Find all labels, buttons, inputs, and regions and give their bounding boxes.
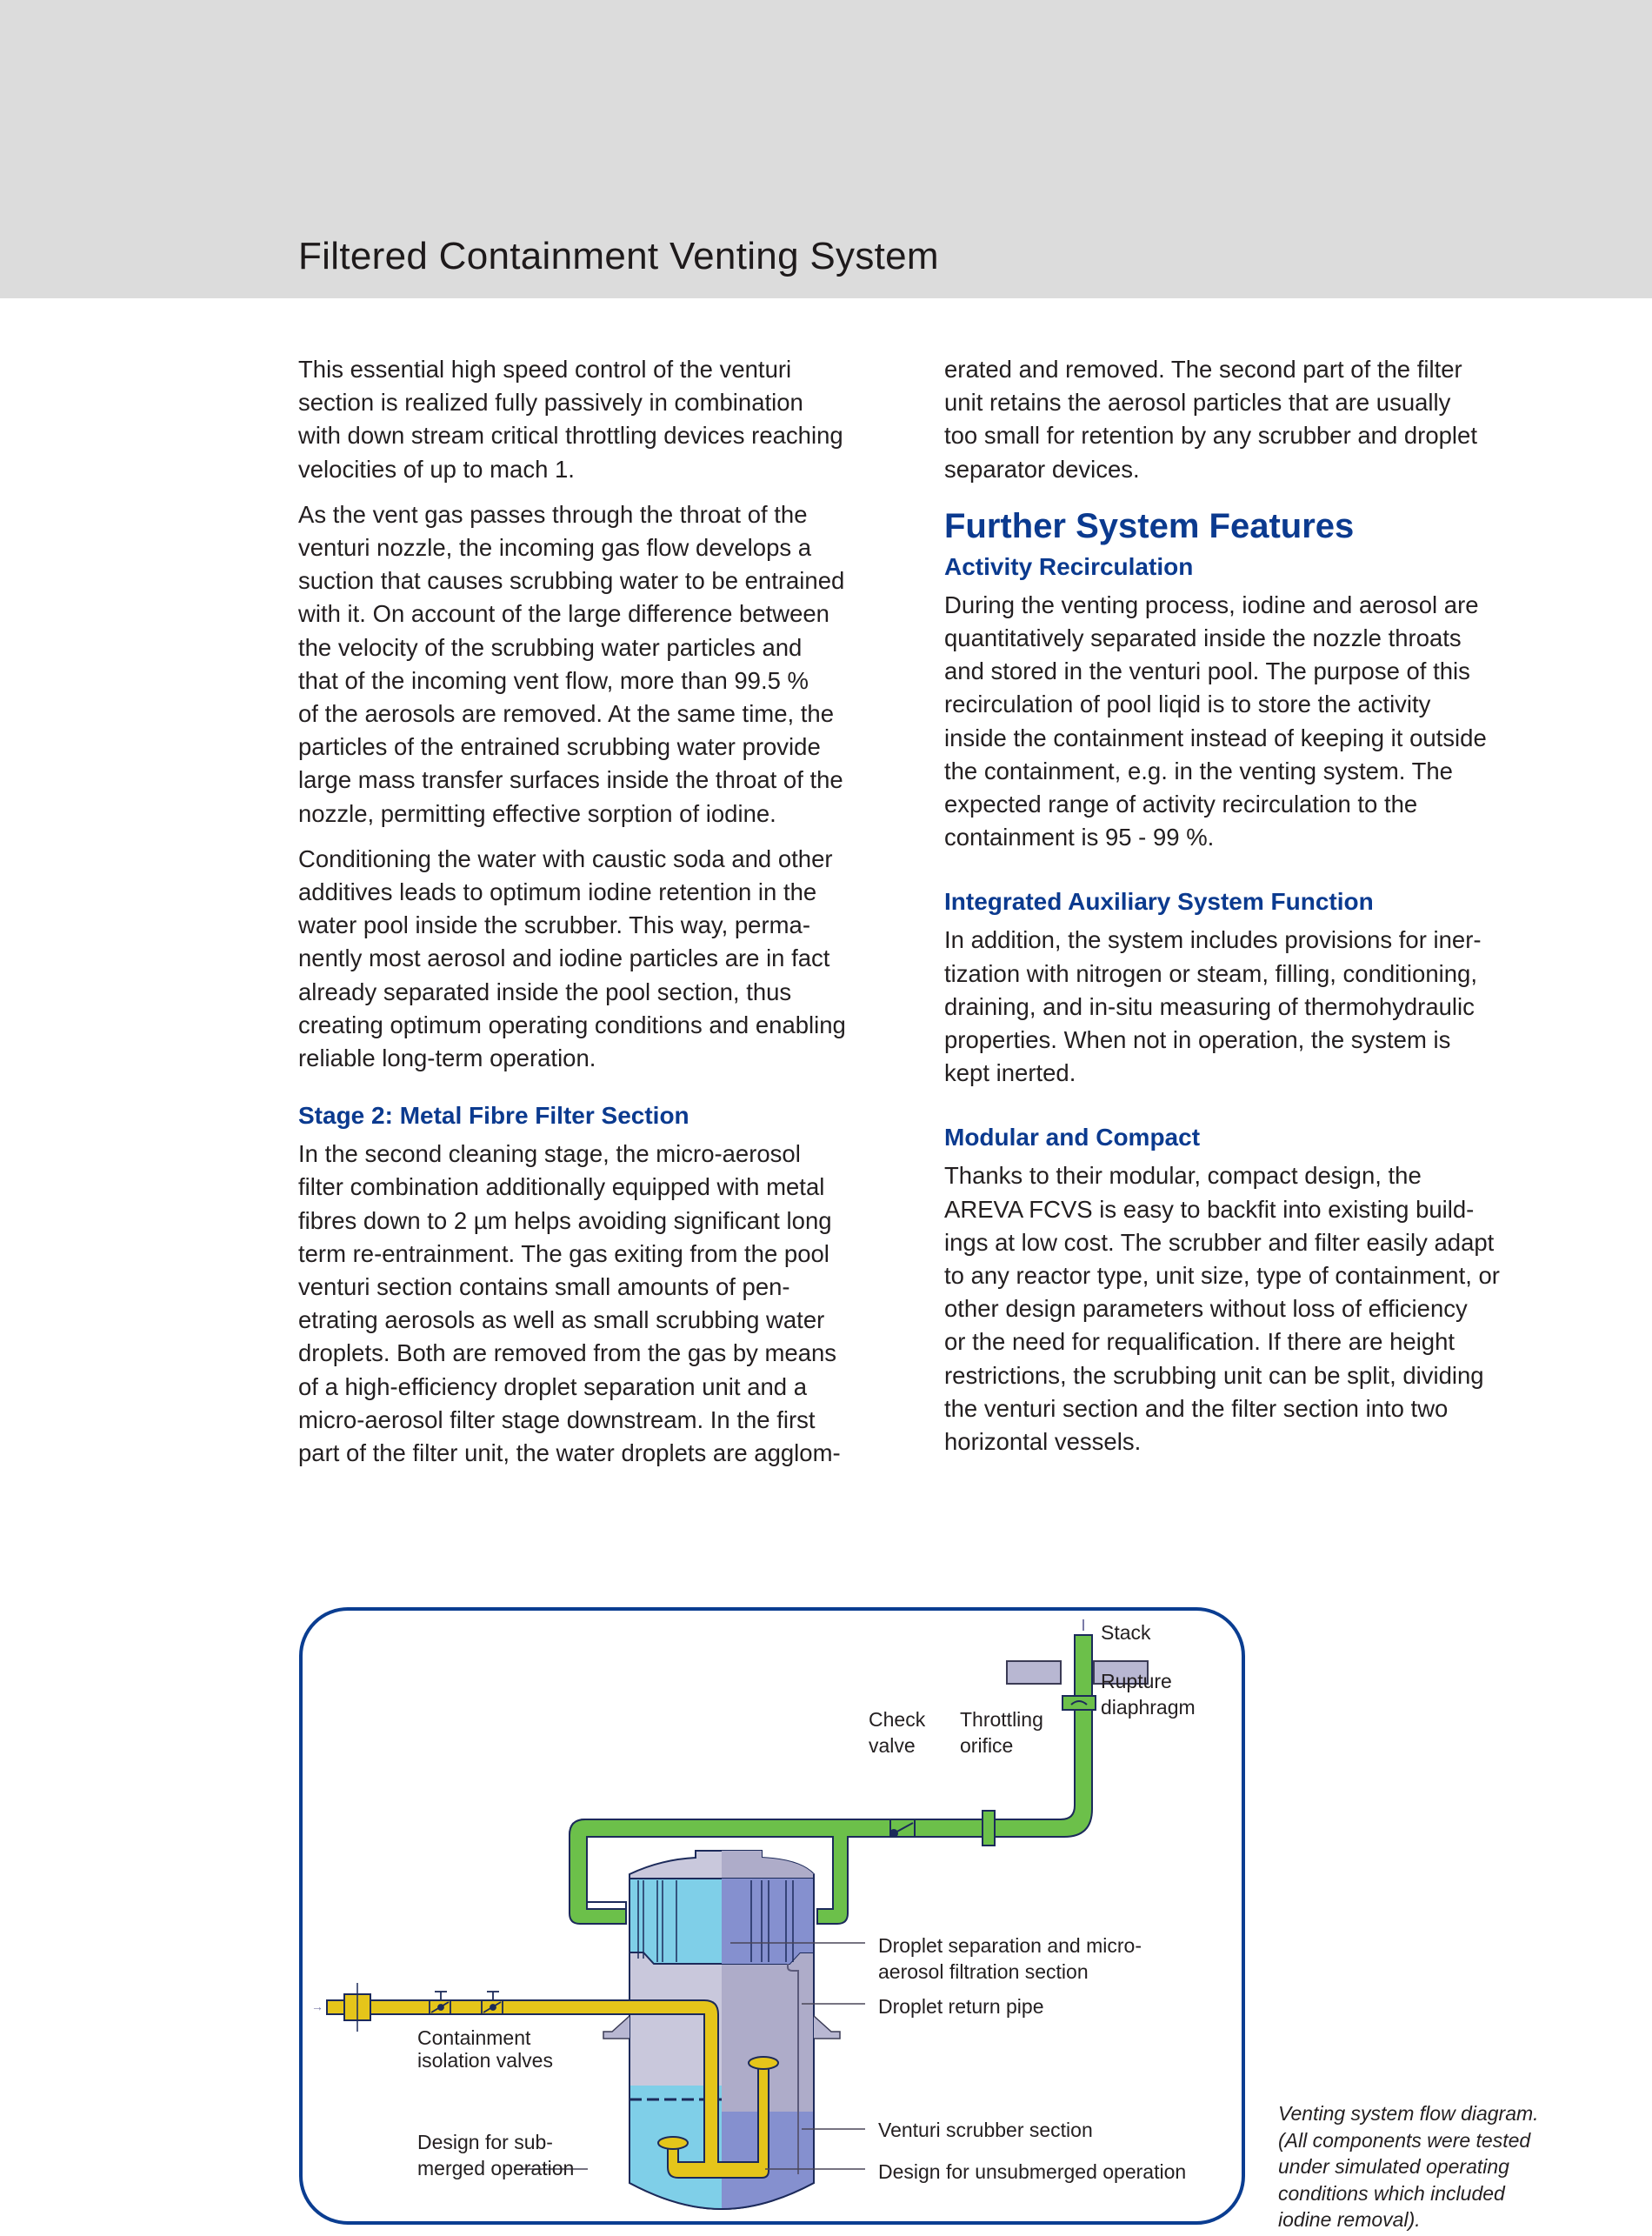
label-isolation-valves-2: isolation valves (417, 2049, 553, 2072)
text-line: with down stream critical throttling devices reaching (298, 422, 843, 450)
text-line: This essential high speed control of the venturi (298, 356, 792, 383)
paragraph-continuation (944, 353, 1553, 486)
text-line: other design parameters without loss of efficiency (944, 1295, 1468, 1323)
text-line: filter combination additionally equipped with metal (298, 1173, 825, 1201)
paragraph-stage-2 (298, 1138, 907, 1470)
spacer (944, 1102, 1553, 1121)
text-line: particles of the entrained scrubbing water provide (298, 733, 821, 761)
text-line: kept inerted. (944, 1059, 1076, 1087)
text-line: or the need for requalification. If there are height (944, 1328, 1455, 1356)
text-line: droplets. Both are removed from the gas by means (298, 1339, 837, 1367)
heading-stage-2: Stage 2: Metal Fibre Filter Section (298, 1102, 689, 1130)
label-stack: Stack (1101, 1621, 1151, 1644)
text-line: unit retains the aerosol particles that are usually (944, 389, 1451, 417)
text-line: suction that causes scrubbing water to be entrained (298, 567, 845, 595)
text-line: In addition, the system includes provisions for iner- (944, 926, 1482, 954)
caption-line: conditions which included (1278, 2181, 1505, 2205)
text-line: section is realized fully passively in combination (298, 389, 803, 417)
text-line: velocities of up to mach 1. (298, 455, 575, 483)
label-rupture-diaphragm-1: Rupture (1101, 1670, 1172, 1692)
text-line: and stored in the venturi pool. The purpose of this (944, 657, 1470, 685)
heading-activity-recirculation: Activity Recirculation (944, 552, 1194, 580)
text-line: etrating aerosols as well as small scrubbing water (298, 1306, 825, 1334)
text-line: AREVA FCVS is easy to backfit into existing build- (944, 1195, 1475, 1223)
left-column (298, 353, 907, 1482)
label-unsubmerged: Design for unsubmerged operation (878, 2160, 1187, 2183)
text-line: containment is 95 - 99 %. (944, 824, 1215, 851)
text-line: the containment, e.g. in the venting system. The (944, 757, 1453, 784)
spacer (298, 1087, 907, 1099)
text-line: part of the filter unit, the water droplets are agglom- (298, 1439, 841, 1467)
text-line: additives leads to optimum iodine retention in the (298, 878, 817, 906)
label-droplet-separation-2: aerosol filtration section (878, 1960, 1089, 1983)
label-check-valve-1: Check (869, 1708, 926, 1731)
text-line: already separated inside the pool section, thus (298, 978, 792, 1005)
text-line: term re-entrainment. The gas exiting from the pool (298, 1239, 829, 1267)
text-line: inside the containment instead of keeping it outside (944, 724, 1487, 751)
text-line: nently most aerosol and iodine particles are in fact (298, 944, 830, 972)
label-throttling-orifice-1: Throttling (960, 1708, 1043, 1731)
spacer (944, 866, 1553, 885)
text-line: venturi nozzle, the incoming gas flow develops a (298, 534, 812, 562)
text-line: of the aerosols are removed. At the same time, the (298, 700, 835, 728)
text-line: recirculation of pool liqid is to store the activity (944, 691, 1431, 718)
text-line: nozzle, permitting effective sorption of iodine. (298, 799, 776, 827)
text-line: micro-aerosol filter stage downstream. In the first (298, 1405, 816, 1433)
label-rupture-diaphragm-2: diaphragm (1101, 1696, 1196, 1719)
paragraph-vent-gas (298, 498, 907, 831)
heading-modular: Modular and Compact (944, 1124, 1201, 1151)
text-line: large mass transfer surfaces inside the throat of the (298, 766, 843, 794)
text-line: creating optimum operating conditions and enabling (298, 1011, 846, 1038)
text-line: venturi section contains small amounts of pen- (298, 1273, 790, 1301)
heading-auxiliary: Integrated Auxiliary System Function (944, 888, 1374, 916)
text-line: restrictions, the scrubbing unit can be split, dividing (944, 1361, 1484, 1389)
text-line: draining, and in-situ measuring of thermohydraulic (944, 992, 1475, 1020)
text-line: fibres down to 2 µm helps avoiding significant long (298, 1206, 832, 1234)
diagram-caption (1278, 2100, 1643, 2233)
rupture-diaphragm-icon (1062, 1696, 1096, 1710)
text-line: In the second cleaning stage, the micro-aerosol (298, 1140, 801, 1168)
text-line: too small for retention by any scrubber and droplet (944, 422, 1477, 450)
caption-line: under simulated operating (1278, 2155, 1509, 2178)
right-column (944, 353, 1553, 1471)
text-line: quantitatively separated inside the nozzle throats (944, 624, 1462, 652)
text-line: ings at low cost. The scrubber and filter easily adapt (944, 1228, 1495, 1256)
text-line: the venturi section and the filter section into two (944, 1394, 1449, 1422)
page-title: Filtered Containment Venting System (298, 235, 939, 277)
text-line: properties. When not in operation, the system is (944, 1026, 1451, 1054)
label-check-valve-2: valve (869, 1734, 916, 1757)
label-submerged-2: merged operation (417, 2157, 575, 2179)
caption-line: Venting system flow diagram. (1278, 2102, 1539, 2125)
text-line: with it. On account of the large difference between (298, 600, 829, 628)
text-line: During the venting process, iodine and aerosol are (944, 591, 1479, 618)
text-line: water pool inside the scrubber. This way, perma- (298, 911, 810, 939)
paragraph-modular (944, 1159, 1553, 1458)
label-isolation-valves-1: Containment (417, 2026, 531, 2049)
flow-diagram (299, 1607, 1245, 2225)
throttling-orifice-icon (983, 1811, 995, 1846)
caption-line: iodine removal). (1278, 2208, 1421, 2231)
paragraph-venturi-control (298, 353, 907, 486)
text-line: tization with nitrogen or steam, filling, conditioning, (944, 959, 1477, 987)
text-line: reliable long-term operation. (298, 1045, 596, 1072)
heading-further-features: Further System Features (944, 506, 1355, 545)
scrubber-vessel (603, 1851, 840, 2209)
label-submerged-1: Design for sub- (417, 2131, 553, 2153)
text-line: Conditioning the water with caustic soda and other (298, 844, 833, 872)
text-line: As the vent gas passes through the throat of the (298, 500, 808, 528)
caption-line: (All components were tested (1278, 2128, 1531, 2152)
label-droplet-return-pipe: Droplet return pipe (878, 1995, 1044, 2018)
text-line: horizontal vessels. (944, 1428, 1142, 1456)
text-line: of a high-efficiency droplet separation unit and a (298, 1372, 808, 1400)
text-line: separator devices. (944, 455, 1140, 483)
label-droplet-separation-1: Droplet separation and micro- (878, 1934, 1142, 1957)
text-line: erated and removed. The second part of the filter (944, 356, 1462, 383)
text-line: the velocity of the scrubbing water particles and (298, 633, 803, 661)
paragraph-auxiliary (944, 924, 1553, 1090)
text-line: that of the incoming vent flow, more than 99.5 % (298, 666, 809, 694)
paragraph-conditioning (298, 843, 907, 1075)
label-venturi-scrubber: Venturi scrubber section (878, 2119, 1093, 2141)
text-line: expected range of activity recirculation to the (944, 791, 1418, 818)
paragraph-activity-recirculation (944, 589, 1553, 855)
label-throttling-orifice-2: orifice (960, 1734, 1014, 1757)
text-line: to any reactor type, unit size, type of containment, or (944, 1262, 1500, 1290)
text-line: Thanks to their modular, compact design, the (944, 1162, 1422, 1190)
inlet-arrow-icon: → (311, 1999, 323, 2013)
